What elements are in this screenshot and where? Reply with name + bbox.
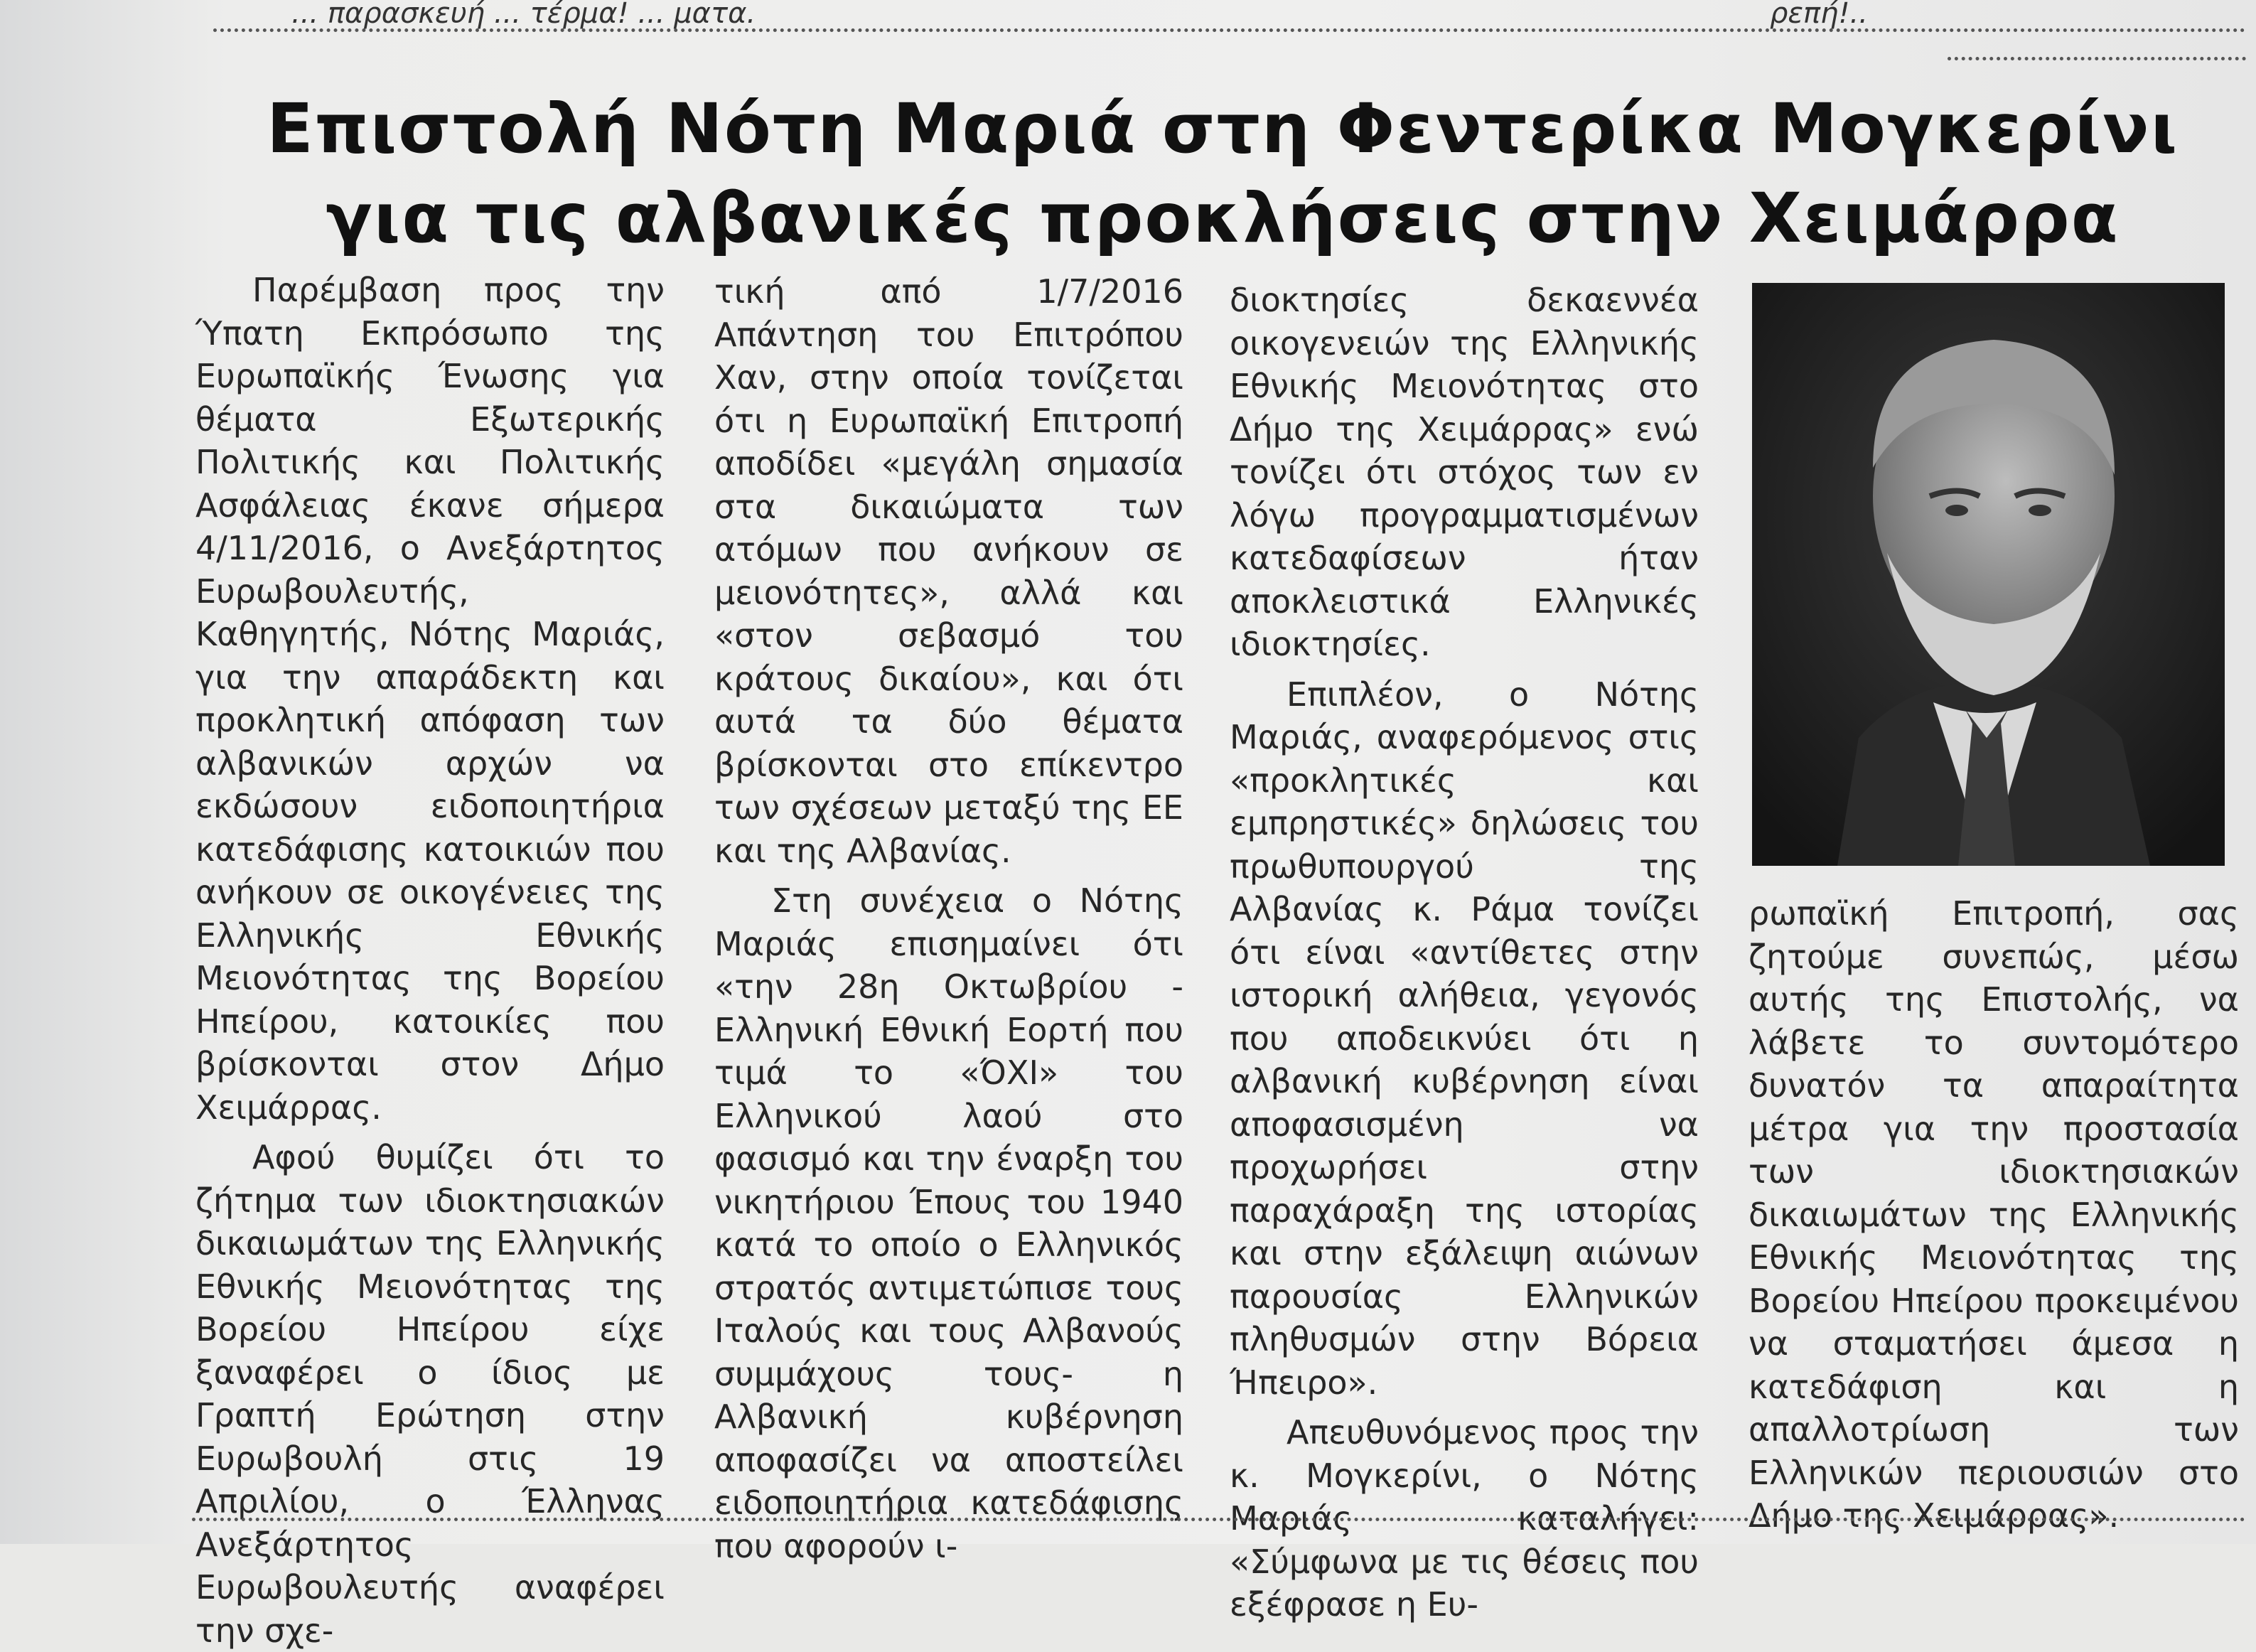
paragraph: Παρέμβαση προς την Ύπατη Εκπρόσωπο της Ευρωπαϊκής Ένωσης για θέματα Εξωτερικής Πολιτικής και Πολιτικής Ασφάλειας έκανε σήμερα 4/11/2016, ο Ανεξάρτητος Ευρωβουλευτής, Καθηγητής, Νότης Μαριάς, για την απαράδεκτη και προκλητική απόφαση των αλβανικών αρχών να εκδώσουν ειδοποιητήρια κατεδάφισης κατοικιών που ανήκουν σε οικογένειες της Ελληνικής Εθνικής Μειονότητας της Βορείου Ηπείρου, κατοικίες που βρίσκονται στον Δήμο Χειμάρρας.: [195, 271, 665, 1127]
bottom-dotted-rule: [192, 1518, 2246, 1521]
paragraph: τική από 1/7/2016 Απάντηση του Επιτρόπου Χαν, στην οποία τονίζεται ότι η Ευρωπαϊκή Επιτροπή αποδίδει «μεγάλη σημασία στα δικαιώματα των ατόμων που ανήκουν σε μειονότητες», αλλά και «στον σεβασμό του κράτους δικαίου», και ότι αυτά τα δύο θέματα βρίσκονται στο επίκεντρο των σχέσεων μεταξύ της ΕΕ και της Αλβανίας.: [714, 272, 1183, 870]
paragraph: διοκτησίες δεκαεννέα οικογενειών της Ελληνικής Εθνικής Μειονότητας στο Δήμο της Χειμάρρας» ενώ τονίζει ότι στόχος των εν λόγω προγραμματισμένων κατεδαφίσεων ήταν αποκλειστικά Ελληνικές ιδιοκτησίες.: [1230, 281, 1699, 663]
article-column-2: [714, 270, 1183, 1567]
headline-line-1: Επιστολή Νότη Μαριά στη Φεντερίκα Μογκερίνι: [267, 89, 2179, 168]
article-column-3: [1230, 279, 1699, 1626]
portrait-photo: [1752, 283, 2225, 866]
article-column-1: [195, 269, 665, 1652]
paragraph: Στη συνέχεια ο Νότης Μαριάς επισημαίνει ότι «την 28η Οκτωβρίου - Ελληνική Εθνική Εορτή που τιμά το «ΌΧΙ» του Ελληνικού λαού στο φασισμό και την έναρξη του νικητήριου Έπους του 1940 κατά το οποίο ο Ελληνικός στρατός αντιμετώπισε τους Ιταλούς και τους Αλβανούς συμμάχους τους- η Αλβανική κυβέρνηση αποφασίζει να αποστείλει ειδοποιητήρια κατεδάφισης που αφορούν ι-: [714, 881, 1183, 1565]
portrait-photo-icon: [1752, 283, 2225, 866]
article-column-4: [1749, 892, 2239, 1538]
article-headline: [213, 84, 2232, 263]
paragraph: Απευθυνόμενος προς την κ. Μογκερίνι, ο Νότης Μαριάς καταλήγει: «Σύμφωνα με τις θέσεις που εξέφρασε η Ευ-: [1230, 1413, 1699, 1624]
paragraph: Επιπλέον, ο Νότης Μαριάς, αναφερόμενος στις «προκλητικές και εμπρηστικές» δηλώσεις του πρωθυπουργού της Αλβανίας κ. Ράμα τονίζει ότι είναι «αντίθετες στην ιστορική αλήθεια, γεγονός που αποδεικνύει ότι η αλβανική κυβέρνηση είναι αποφασισμένη να προχωρήσει στην παραχάραξη της ιστορίας και στην εξάλειψη αιώνων παρουσίας Ελληνικών πληθυσμών στην Βόρεια Ήπειρο».: [1230, 675, 1699, 1402]
paragraph: Αφού θυμίζει ότι το ζήτημα των ιδιοκτησιακών δικαιωμάτων της Ελληνικής Εθνικής Μειονότητας της Βορείου Ηπείρου είχε ξαναφέρει ο ίδιος με Γραπτή Ερώτηση στην Ευρωβουλή στις 19 Απριλίου, ο Έλληνας Ανεξάρτητος Ευρωβουλευτής αναφέρει την σχε-: [195, 1138, 665, 1650]
top-dotted-rule: [213, 28, 2246, 32]
paragraph: ρωπαϊκή Επιτροπή, σας ζητούμε συνεπώς, μέσω αυτής της Επιστολής, να λάβετε το συντομότερο δυνατόν τα απαραίτητα μέτρα για την προστασία των ιδιοκτησιακών δικαιωμάτων της Ελληνικής Εθνικής Μειονότητας της Βορείου Ηπείρου προκειμένου να σταματήσει άμεσα η κατεδάφιση και η απαλλοτρίωση των Ελληνικών περιουσιών στο Δήμο της Χειμάρρας».: [1749, 894, 2239, 1535]
headline-line-2: για τις αλβανικές προκλήσεις στην Χειμάρρα: [326, 178, 2120, 258]
fragment-left: ... παρασκευή ... τέρμα! ... ματα.: [291, 0, 756, 30]
right-dotted-rule: [1948, 57, 2246, 60]
fragment-right: ρεπή!..: [1770, 0, 1868, 30]
previous-article-fragment: [291, 0, 2211, 30]
